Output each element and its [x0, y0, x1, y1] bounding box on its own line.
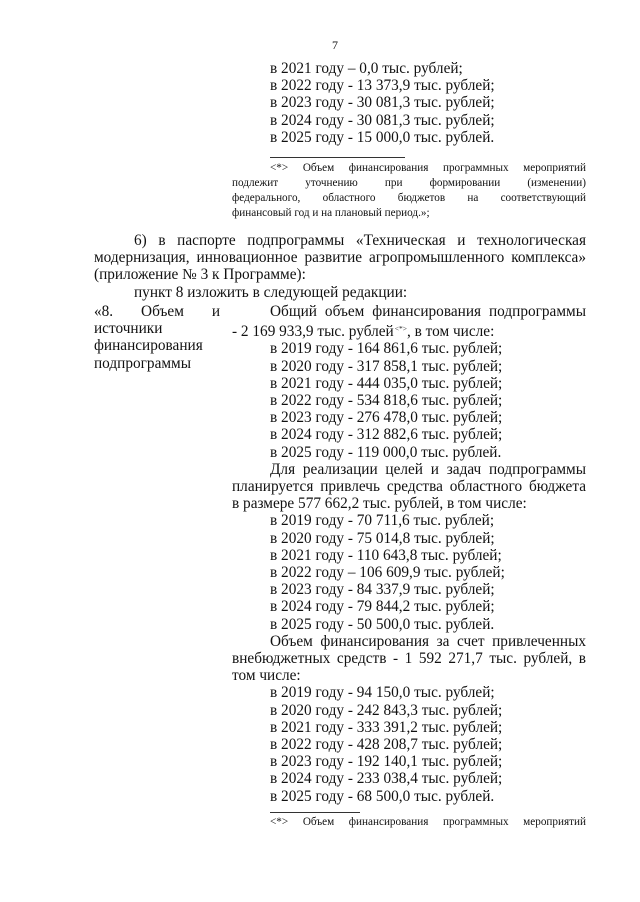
list-item: в 2025 году - 119 000,0 тыс. рублей. — [270, 443, 502, 461]
footnote — [270, 815, 586, 830]
list-item: в 2022 году – 106 609,9 тыс. рублей; — [270, 564, 505, 582]
label-line: источники — [94, 320, 163, 338]
list-item: в 2024 году - 79 844,2 тыс. рублей; — [270, 598, 495, 616]
total-amount-line: - 2 169 933,9 тыс. рублей<*>, в том числе: — [232, 323, 495, 341]
footnote — [232, 161, 586, 221]
top-amounts-list — [270, 60, 590, 146]
offbudget-years-list — [232, 684, 586, 804]
footnote-line: <*> Объем финансирования программных мероприятий — [270, 162, 586, 174]
list-item: в 2024 году - 30 081,3 тыс. рублей; — [270, 111, 495, 129]
label-line: подпрограммы — [94, 354, 192, 372]
total-years-list — [232, 340, 586, 460]
list-item: в 2025 году - 50 500,0 тыс. рублей. — [270, 615, 495, 633]
list-item: в 2021 году - 333 391,2 тыс. рублей; — [270, 718, 503, 736]
passport-row-content — [232, 303, 586, 805]
list-item: в 2020 году - 75 014,8 тыс. рублей; — [270, 529, 495, 547]
regional-years-list — [232, 512, 586, 632]
offbudget-heading: Объем финансирования за счет привлеченных — [270, 632, 586, 650]
list-item: в 2020 году - 242 843,3 тыс. рублей; — [270, 701, 503, 719]
label-line: «8. Объем и — [94, 303, 220, 320]
regional-line: в размере 577 662,2 тыс. рублей, в том числе: — [232, 495, 527, 513]
regional-line: планируется привлечь средства областного бюджета — [232, 478, 586, 496]
paragraph-line: пункт 8 изложить в следующей редакции: — [134, 283, 408, 301]
amendment-paragraph — [94, 232, 586, 301]
list-item: в 2022 году - 428 208,7 тыс. рублей; — [270, 736, 503, 754]
list-item: в 2025 году - 15 000,0 тыс. рублей. — [270, 128, 495, 146]
list-item: в 2020 году - 317 858,1 тыс. рублей; — [270, 357, 503, 375]
list-item: в 2025 году - 68 500,0 тыс. рублей. — [270, 787, 495, 805]
list-item: в 2024 году - 312 882,6 тыс. рублей; — [270, 426, 503, 444]
list-item: в 2019 году - 70 711,6 тыс. рублей; — [270, 512, 495, 530]
footnote-marker: <*> — [394, 324, 407, 334]
passport-row-label — [94, 303, 220, 372]
offbudget-line: том числе: — [232, 667, 301, 685]
list-item: в 2021 году - 444 035,0 тыс. рублей; — [270, 374, 503, 392]
footnote-line: <*> Объем финансирования программных мероприятий — [270, 816, 586, 828]
footnote-line: подлежит уточнению при формировании (изменении) — [232, 177, 586, 189]
footnote-separator — [270, 157, 405, 158]
list-item: в 2022 году - 13 373,9 тыс. рублей; — [270, 77, 495, 95]
page-number: 7 — [332, 38, 338, 52]
list-item: в 2022 году - 534 818,6 тыс. рублей; — [270, 392, 503, 410]
footnote-line: финансовый год и на плановый период.»; — [232, 207, 430, 219]
list-item: в 2021 году – 0,0 тыс. рублей; — [270, 60, 463, 77]
footnote-line: федерального, областного бюджетов на соответствующий — [232, 192, 586, 204]
list-item: в 2023 году - 192 140,1 тыс. рублей; — [270, 753, 503, 771]
total-heading: Общий объем финансирования подпрограммы — [270, 303, 586, 320]
footnote-separator — [270, 812, 360, 813]
paragraph-line: (приложение № 3 к Программе): — [94, 266, 306, 284]
offbudget-line: внебюджетных средств - 1 592 271,7 тыс. рублей, в — [232, 650, 586, 668]
regional-heading: Для реализации целей и задач подпрограммы — [270, 460, 586, 478]
list-item: в 2023 году - 84 337,9 тыс. рублей; — [270, 581, 495, 599]
list-item: в 2023 году - 30 081,3 тыс. рублей; — [270, 94, 495, 112]
label-line: финансирования — [94, 337, 203, 355]
list-item: в 2019 году - 164 861,6 тыс. рублей; — [270, 340, 503, 358]
list-item: в 2021 году - 110 643,8 тыс. рублей; — [270, 546, 502, 564]
paragraph-line: модернизация, инновационное развитие агропромышленного комплекса» — [94, 249, 586, 267]
list-item: в 2019 году - 94 150,0 тыс. рублей; — [270, 684, 495, 702]
paragraph-line: 6) в паспорте подпрограммы «Техническая и технологическая — [134, 232, 586, 249]
list-item: в 2024 году - 233 038,4 тыс. рублей; — [270, 770, 503, 788]
list-item: в 2023 году - 276 478,0 тыс. рублей; — [270, 409, 503, 427]
